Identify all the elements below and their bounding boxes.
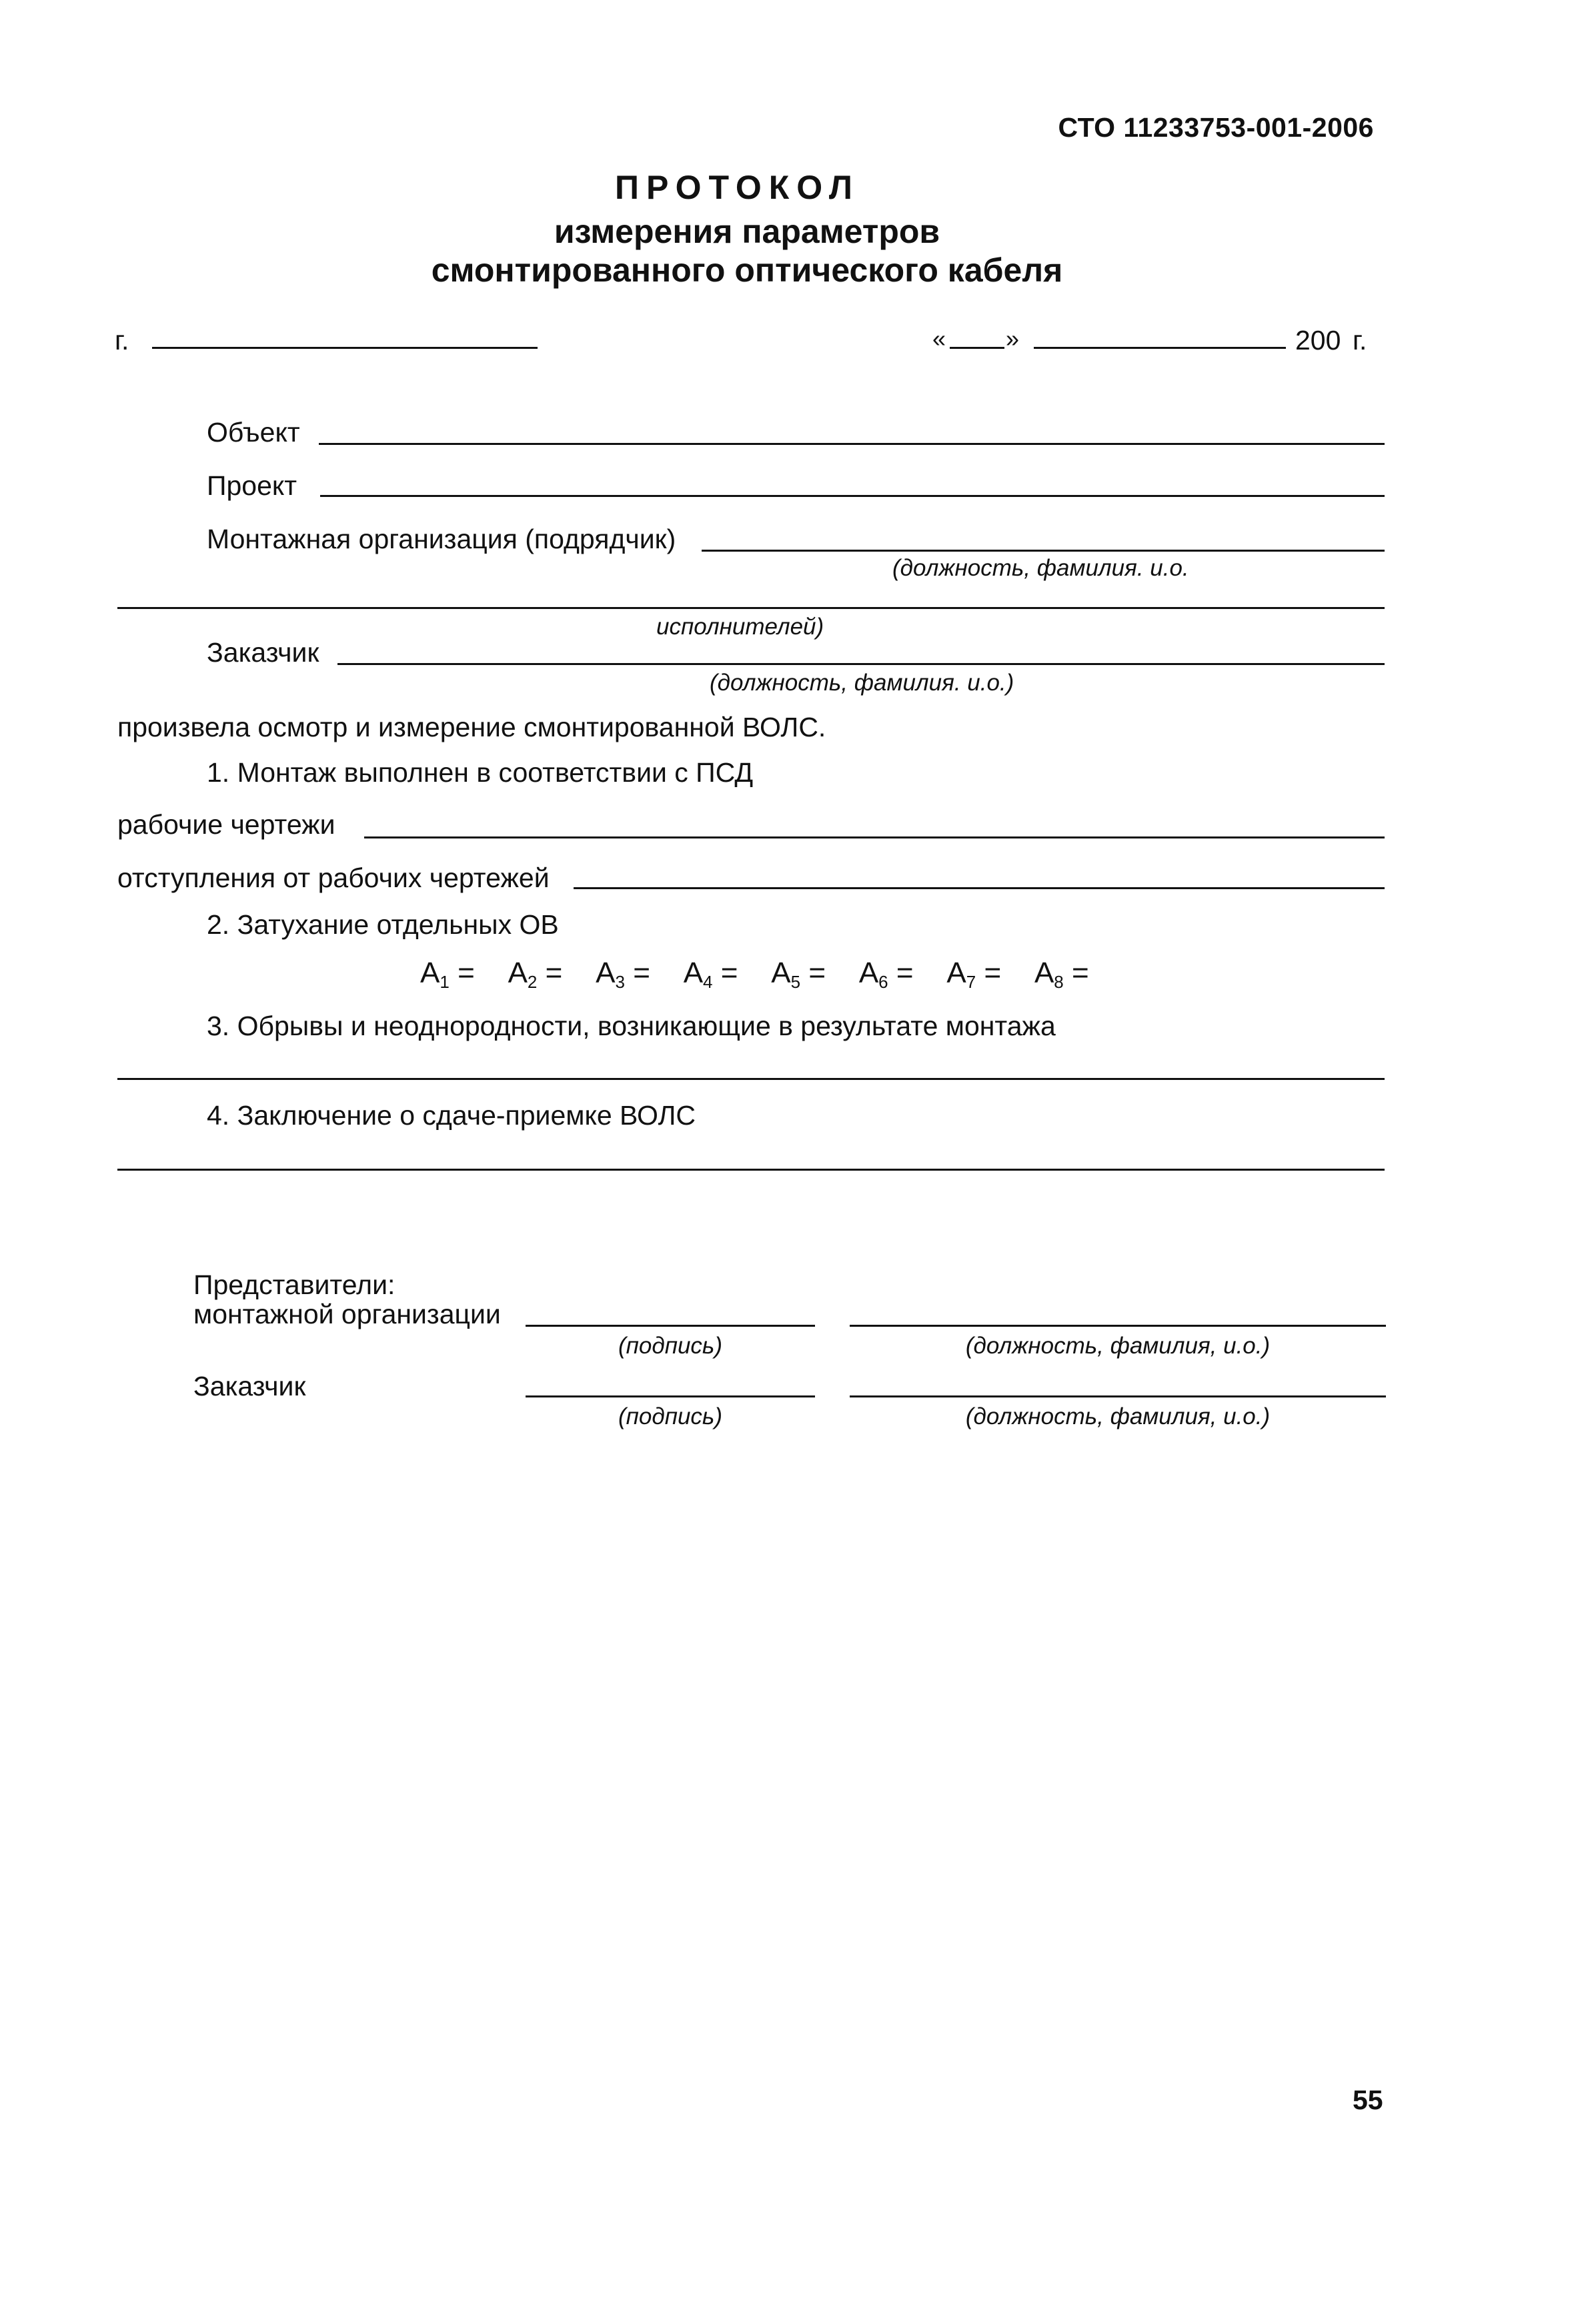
a6-equals: = xyxy=(896,957,914,989)
mounting-org-position-field[interactable] xyxy=(850,1325,1386,1327)
a3-equals: = xyxy=(633,957,650,989)
object-label: Объект xyxy=(207,417,300,448)
customer-label: Заказчик xyxy=(207,637,319,668)
city-field[interactable] xyxy=(152,347,538,349)
page-number: 55 xyxy=(1353,2085,1383,2115)
attenuation-a6[interactable] xyxy=(858,957,914,992)
protocol-title: ПРОТОКОЛ xyxy=(615,169,860,206)
drawings-field[interactable] xyxy=(364,836,1385,838)
a1-equals: = xyxy=(458,957,475,989)
contractor-field-continuation[interactable] xyxy=(117,607,1385,609)
customer-hint: (должность, фамилия. и.о.) xyxy=(710,670,1014,696)
project-label: Проект xyxy=(207,470,297,501)
a2-symbol: A xyxy=(508,957,528,989)
deviations-field[interactable] xyxy=(574,887,1385,889)
document-code: СТО 11233753-001-2006 xyxy=(1058,112,1374,143)
drawings-label: рабочие чертежи xyxy=(117,809,335,840)
month-field[interactable] xyxy=(1034,347,1286,349)
project-field[interactable] xyxy=(320,495,1385,497)
a5-equals: = xyxy=(808,957,826,989)
item-1-text: 1. Монтаж выполнен в соответствии с ПСД xyxy=(207,757,754,788)
attenuation-row xyxy=(420,957,1089,993)
representatives-label: Представители: xyxy=(193,1269,395,1300)
year-suffix: г. xyxy=(1353,325,1367,356)
a1-symbol: A xyxy=(420,957,440,989)
protocol-subtitle-line-2: смонтированного оптического кабеля xyxy=(431,251,1063,289)
a5-symbol: A xyxy=(771,957,791,989)
mounting-org-sign-hint: (подпись) xyxy=(618,1333,722,1359)
mounting-org-position-hint: (должность, фамилия, и.о.) xyxy=(965,1333,1271,1359)
year-text: 200 xyxy=(1295,325,1341,356)
mounting-org-label: монтажной организации xyxy=(193,1299,501,1329)
a1-subscript: 1 xyxy=(440,972,450,992)
attenuation-a3[interactable] xyxy=(596,957,650,992)
a7-symbol: A xyxy=(946,957,966,989)
customer-field[interactable] xyxy=(337,663,1385,665)
a4-subscript: 4 xyxy=(703,972,713,992)
contractor-field[interactable] xyxy=(702,550,1385,552)
mounting-org-signature-field[interactable] xyxy=(526,1325,815,1327)
attenuation-a2[interactable] xyxy=(508,957,563,992)
intro-text: произвела осмотр и измерение смонтированной ВОЛС. xyxy=(117,712,826,742)
customer-position-hint: (должность, фамилия, и.о.) xyxy=(965,1403,1271,1429)
a3-subscript: 3 xyxy=(615,972,625,992)
item-4-text: 4. Заключение о сдаче-приемке ВОЛС xyxy=(207,1100,696,1131)
a6-symbol: A xyxy=(858,957,879,989)
day-quote-close: » xyxy=(1006,325,1020,352)
a8-equals: = xyxy=(1072,957,1089,989)
attenuation-a7[interactable] xyxy=(946,957,1002,992)
customer-signature-label: Заказчик xyxy=(193,1371,306,1401)
a4-symbol: A xyxy=(683,957,704,989)
contractor-label: Монтажная организация (подрядчик) xyxy=(207,524,676,554)
a7-subscript: 7 xyxy=(966,972,976,992)
contractor-hint-2: исполнителей) xyxy=(656,614,824,640)
a7-equals: = xyxy=(984,957,1002,989)
a3-symbol: A xyxy=(596,957,616,989)
attenuation-a8[interactable] xyxy=(1034,957,1089,992)
customer-sign-hint: (подпись) xyxy=(618,1403,722,1429)
deviations-label: отступления от рабочих чертежей xyxy=(117,862,550,893)
attenuation-a4[interactable] xyxy=(683,957,738,992)
item-3-text: 3. Обрывы и неоднородности, возникающие в результате монтажа xyxy=(207,1011,1056,1041)
object-field[interactable] xyxy=(319,443,1385,445)
a8-symbol: A xyxy=(1034,957,1054,989)
protocol-subtitle-line-1: измерения параметров xyxy=(554,213,940,250)
a2-subscript: 2 xyxy=(527,972,538,992)
a5-subscript: 5 xyxy=(790,972,801,992)
attenuation-a1[interactable] xyxy=(420,957,475,992)
item-3-field[interactable] xyxy=(117,1078,1385,1080)
customer-position-field[interactable] xyxy=(850,1395,1386,1397)
day-field[interactable] xyxy=(950,347,1004,349)
a2-equals: = xyxy=(545,957,563,989)
a8-subscript: 8 xyxy=(1054,972,1064,992)
day-quote-open: « xyxy=(932,325,946,352)
city-prefix: г. xyxy=(115,325,129,356)
a6-subscript: 6 xyxy=(878,972,888,992)
a4-equals: = xyxy=(720,957,738,989)
item-4-field[interactable] xyxy=(117,1169,1385,1171)
customer-signature-field[interactable] xyxy=(526,1395,815,1397)
attenuation-a5[interactable] xyxy=(771,957,826,992)
contractor-hint-1: (должность, фамилия. и.о. xyxy=(892,555,1189,581)
item-2-text: 2. Затухание отдельных ОВ xyxy=(207,909,559,940)
